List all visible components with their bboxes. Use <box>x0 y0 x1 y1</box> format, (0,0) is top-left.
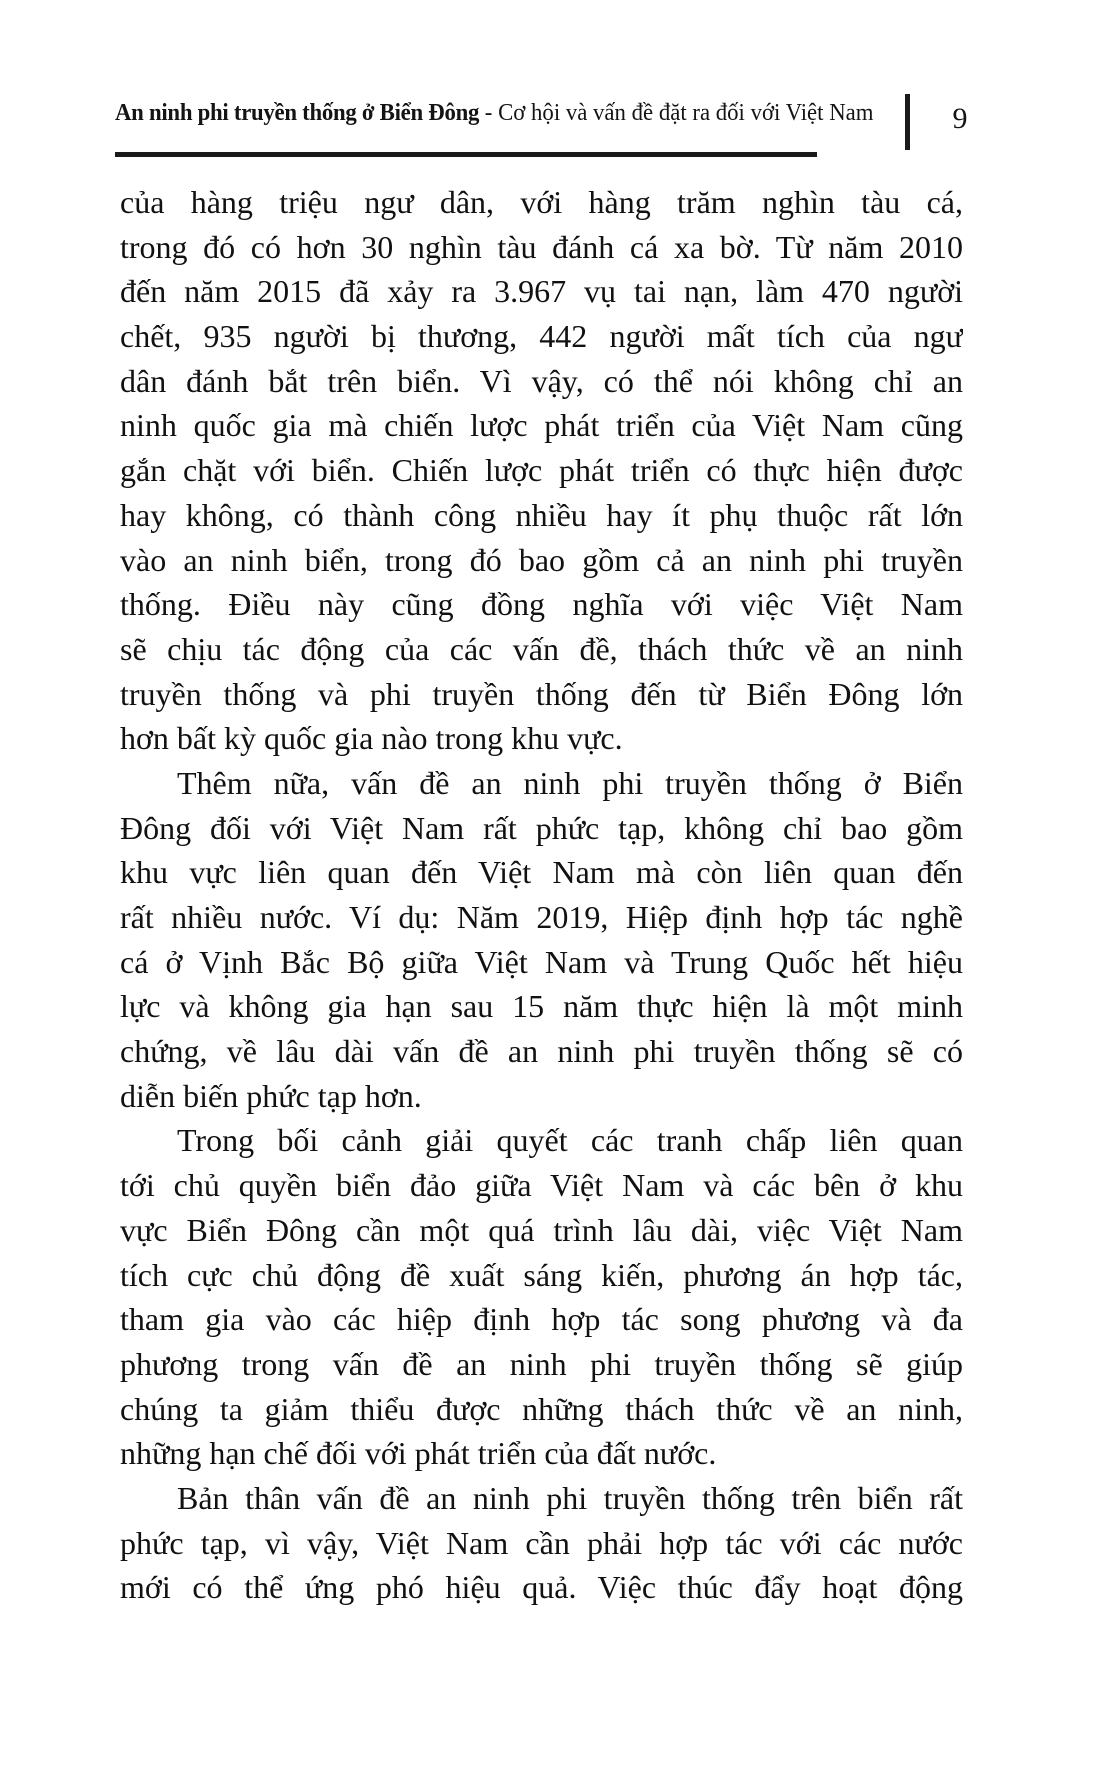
running-title-regular: Cơ hội và vấn đề đặt ra đối với Việt Nam <box>498 99 874 126</box>
paragraph <box>120 1118 963 1476</box>
header-rule <box>115 152 817 157</box>
paragraph <box>120 180 963 761</box>
running-title-bold: An ninh phi truyền thống ở Biển Đông <box>115 99 480 126</box>
text-line: gắn chặt với biển. Chiến lược phát triển có thực hiện được <box>120 452 963 489</box>
text-line: ninh quốc gia mà chiến lược phát triển của Việt Nam cũng <box>120 407 963 444</box>
text-line: hay không, có thành công nhiều hay ít phụ thuộc rất lớn <box>120 496 963 533</box>
running-header <box>115 98 874 129</box>
text-line: phương trong vấn đề an ninh phi truyền thống sẽ giúp <box>120 1345 963 1382</box>
text-line: Đông đối với Việt Nam rất phức tạp, không chỉ bao gồm <box>120 809 963 846</box>
text-line: trong đó có hơn 30 nghìn tàu đánh cá xa bờ. Từ năm 2010 <box>120 228 963 265</box>
text-line: những hạn chế đối với phát triển của đất nước. <box>120 1435 717 1472</box>
page-number: 9 <box>952 102 968 135</box>
text-line: Trong bối cảnh giải quyết các tranh chấp liên quan <box>177 1122 963 1159</box>
text-line: đến năm 2015 đã xảy ra 3.967 vụ tai nạn, làm 470 người <box>120 273 963 310</box>
text-line: mới có thể ứng phó hiệu quả. Việc thúc đẩy hoạt động <box>120 1569 963 1606</box>
text-line: truyền thống và phi truyền thống đến từ Biển Đông lớn <box>120 675 963 712</box>
text-line: chứng, về lâu dài vấn đề an ninh phi truyền thống sẽ có <box>120 1033 963 1070</box>
page-number-divider <box>905 94 910 150</box>
text-line: rất nhiều nước. Ví dụ: Năm 2019, Hiệp định hợp tác nghề <box>120 899 963 935</box>
paragraph <box>120 1476 963 1610</box>
text-line: khu vực liên quan đến Việt Nam mà còn liên quan đến <box>120 854 963 891</box>
text-line: sẽ chịu tác động của các vấn đề, thách thức về an ninh <box>120 630 963 667</box>
text-line: phức tạp, vì vậy, Việt Nam cần phải hợp tác với các nước <box>120 1524 963 1561</box>
running-title-separator: - <box>479 99 499 126</box>
text-line: dân đánh bắt trên biển. Vì vậy, có thể nói không chỉ an <box>120 362 963 399</box>
text-line: tham gia vào các hiệp định hợp tác song phương và đa <box>120 1301 963 1338</box>
text-line: vực Biển Đông cần một quá trình lâu dài, việc Việt Nam <box>120 1211 963 1248</box>
text-line: thống. Điều này cũng đồng nghĩa với việc Việt Nam <box>120 586 963 623</box>
text-line: vào an ninh biển, trong đó bao gồm cả an ninh phi truyền <box>120 541 963 578</box>
text-line: hơn bất kỳ quốc gia nào trong khu vực. <box>120 720 623 757</box>
text-line: chết, 935 người bị thương, 442 người mất tích của ngư <box>120 318 963 355</box>
text-line: tích cực chủ động đề xuất sáng kiến, phương án hợp tác, <box>120 1256 963 1293</box>
text-line: diễn biến phức tạp hơn. <box>120 1077 422 1114</box>
page-body <box>120 180 963 1610</box>
text-line: Bản thân vấn đề an ninh phi truyền thống trên biển rất <box>177 1479 963 1516</box>
text-line: tới chủ quyền biển đảo giữa Việt Nam và các bên ở khu <box>120 1167 963 1204</box>
text-line: cá ở Vịnh Bắc Bộ giữa Việt Nam và Trung Quốc hết hiệu <box>120 943 963 980</box>
text-line: của hàng triệu ngư dân, với hàng trăm nghìn tàu cá, <box>120 184 963 220</box>
text-line: chúng ta giảm thiểu được những thách thức về an ninh, <box>120 1390 963 1427</box>
text-line: Thêm nữa, vấn đề an ninh phi truyền thống ở Biển <box>177 764 963 801</box>
text-line: lực và không gia hạn sau 15 năm thực hiện là một minh <box>120 988 963 1025</box>
paragraph <box>120 761 963 1119</box>
